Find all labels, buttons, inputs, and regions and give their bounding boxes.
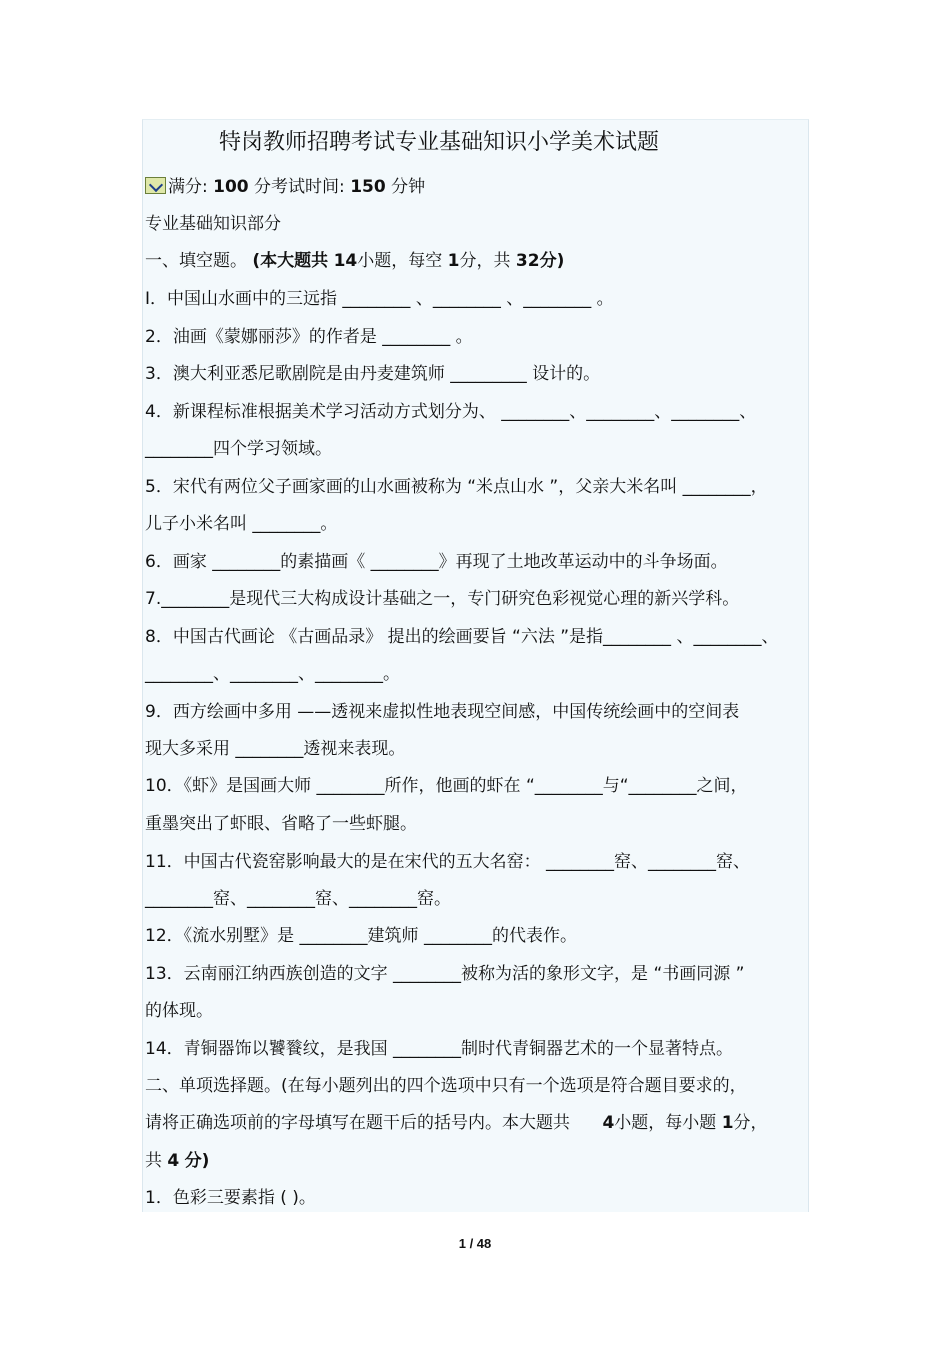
question-line: ________、________、________。 (145, 664, 400, 684)
question-line: 12．《流水别墅》是 ________建筑师 ________的代表作。 (145, 926, 577, 946)
part2-close: 分) (184, 1151, 210, 1171)
question-line: 现大多采用 ________透视来表现。 (145, 739, 406, 759)
question-line: I．中国山水画中的三远指 ________ 、________ 、________ 。 (145, 289, 614, 309)
part2-per: 1 (721, 1113, 734, 1133)
question-line: 的体现。 (145, 1001, 213, 1021)
part2-total: 4 (167, 1151, 180, 1171)
document-title: 特岗教师招聘考试专业基础知识小学美术试题 (219, 130, 660, 155)
question-line: 8．中国古代画论 《古画品录》 提出的绘画要旨 “六法 ”是指________ 、________、 (145, 627, 779, 647)
part2-unit: 分， (733, 1113, 768, 1133)
part2-heading-line2 (145, 1111, 768, 1135)
question-line: ________四个学习领域。 (145, 439, 332, 459)
part2-mid: 小题，每小题 (614, 1113, 717, 1133)
part1-open: (本大题共 (252, 251, 329, 271)
question-line: 5．宋代有两位父子画家画的山水画被称为 “米点山水 ”，父亲大米名叫 ________， (145, 477, 768, 497)
full-score-label: 满分: (168, 177, 208, 197)
document-page (142, 119, 809, 1212)
question-line: 6．画家 ________的素描画《 ________》再现了土地改革运动中的斗争场面。 (145, 552, 728, 572)
part2-heading-line1 (145, 1074, 747, 1098)
part1-per: 1 (447, 251, 460, 271)
part1-mid: 小题，每空 (357, 251, 443, 271)
page-number: 1 / 48 (458, 1236, 492, 1251)
question-line: 重墨突出了虾眼、省略了一些虾腿。 (145, 814, 417, 834)
part2-instruction: 请将正确选项前的字母填写在题干后的括号内。本大题共 (145, 1113, 570, 1133)
question-line: 14．青铜器饰以饕餮纹，是我国 ________制时代青铜器艺术的一个显著特点。 (145, 1039, 734, 1059)
part1-mid2: 分，共 (459, 251, 511, 271)
question-line: 1．色彩三要素指 ( )。 (145, 1188, 316, 1208)
question-line: 10．《虾》是国画大师 ________所作，他画的虾在 “________与“________之间， (145, 776, 748, 796)
part2-instruction-start: (在每小题列出的四个选项中只有一个选项是符合题目要求的， (281, 1076, 747, 1096)
question-line: 儿子小米名叫 ________。 (145, 514, 338, 534)
part2-total-label: 共 (145, 1151, 162, 1171)
part1-close: 分) (539, 251, 565, 271)
question-line: 7.________是现代三大构成设计基础之一，专门研究色彩视觉心理的新兴学科。 (145, 589, 740, 609)
part2-heading-line3 (145, 1149, 209, 1173)
time-unit: 分钟 (391, 177, 426, 197)
question-line: 9．西方绘画中多用 ——透视来虚拟性地表现空间感，中国传统绘画中的空间表 (145, 702, 740, 722)
part2-count: 4 (602, 1113, 615, 1133)
time-value: 150 (350, 177, 386, 197)
part1-count: 14 (333, 251, 358, 271)
part1-total: 32 (515, 251, 540, 271)
section-heading: 专业基础知识部分 (145, 214, 281, 234)
time-label: 分考试时间: (254, 177, 345, 197)
question-line: 2．油画《蒙娜丽莎》的作者是 ________ 。 (145, 327, 473, 347)
question-line: 13．云南丽江纳西族创造的文字 ________被称为活的象形文字，是 “书画同源 ” (145, 964, 745, 984)
question-line: 4．新课程标准根据美术学习活动方式划分为、 ________、________、________、 (145, 402, 757, 422)
exam-meta (145, 175, 425, 199)
part1-prefix: 一、填空题。 (145, 251, 247, 271)
part1-heading (145, 249, 564, 273)
part2-prefix: 二、单项选择题。 (145, 1076, 281, 1096)
note-icon (145, 177, 166, 194)
question-line: 3．澳大利亚悉尼歌剧院是由丹麦建筑师 _________ 设计的。 (145, 364, 601, 384)
question-line: 11．中国古代瓷窑影响最大的是在宋代的五大名窑： ________窑、________窑、 (145, 852, 751, 872)
full-score-value: 100 (213, 177, 249, 197)
question-line: ________窑、________窑、________窑。 (145, 889, 451, 909)
